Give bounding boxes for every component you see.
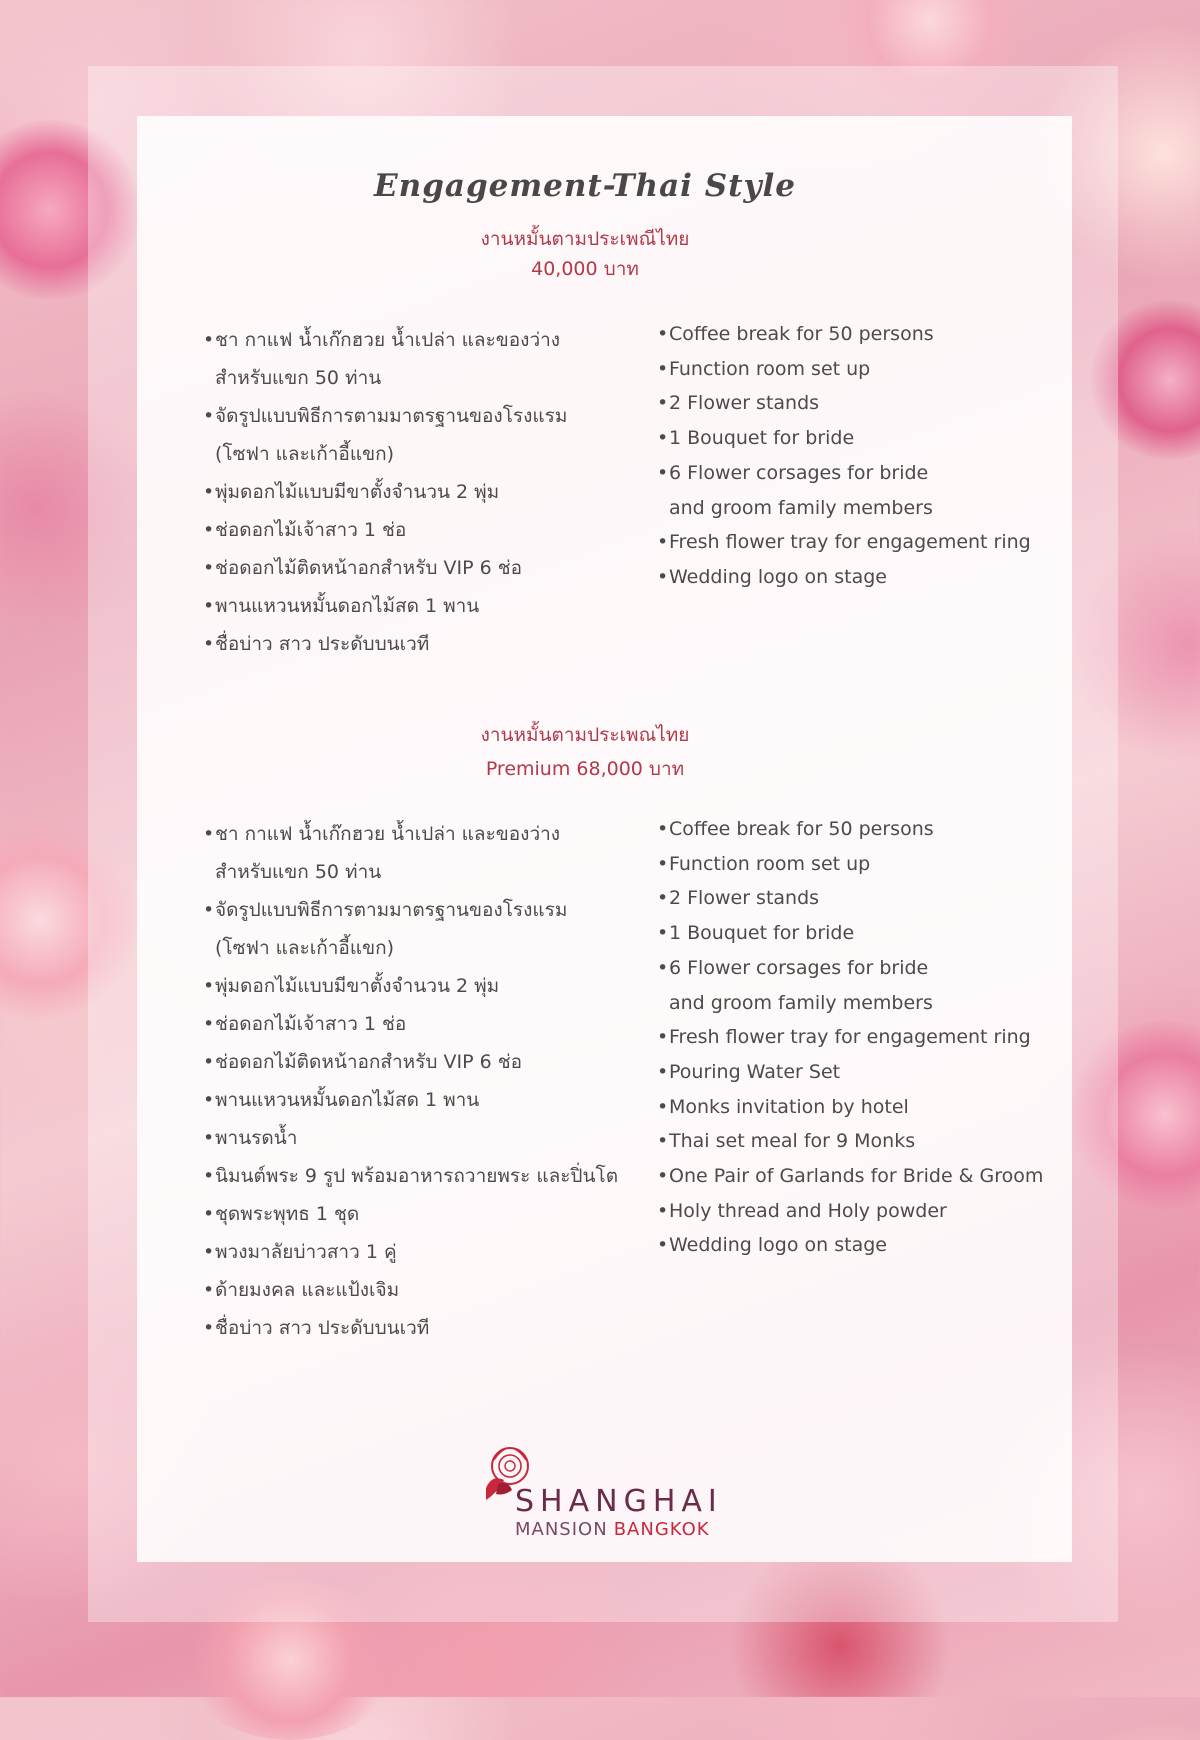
list-item: • Wedding logo on stage bbox=[657, 560, 1031, 595]
list-item: สำหรับแขก 50 ท่าน bbox=[215, 861, 382, 883]
package1-english-list bbox=[657, 317, 1031, 595]
package2-english-list bbox=[657, 812, 1043, 1263]
list-item: • Thai set meal for 9 Monks bbox=[657, 1124, 1043, 1159]
page-title: Engagement-Thai Style bbox=[374, 168, 796, 204]
list-item: • พานแหวนหมั้นดอกไม้สด 1 พาน bbox=[203, 1081, 618, 1119]
list-item: • 6 Flower corsages for bride bbox=[657, 456, 1031, 491]
list-item: and groom family members bbox=[669, 991, 933, 1014]
list-item: • ชุดพระพุทธ 1 ชุด bbox=[203, 1195, 618, 1233]
list-item: • พวงมาลัยบ่าวสาว 1 คู่ bbox=[203, 1233, 618, 1271]
list-item: • Coffee break for 50 persons bbox=[657, 812, 1043, 847]
package2-subtitle: งานหมั้นตามประเพณไทย bbox=[480, 724, 690, 746]
logo-name: SHANGHAI bbox=[515, 1484, 723, 1519]
list-item: • พานรดน้ำ bbox=[203, 1119, 618, 1157]
list-item: • พุ่มดอกไม้แบบมีขาตั้งจำนวน 2 พุ่ม bbox=[203, 473, 567, 511]
shanghai-mansion-logo bbox=[482, 1444, 732, 1544]
package1-subtitle: งานหมั้นตามประเพณีไทย bbox=[480, 228, 690, 250]
list-item: and groom family members bbox=[669, 496, 933, 519]
package2-price: Premium 68,000 บาท bbox=[485, 758, 685, 780]
logo-mansion: MANSION bbox=[515, 1519, 608, 1540]
list-item: • Function room set up bbox=[657, 847, 1043, 882]
list-item: (โซฟา และเก้าอี้แขก) bbox=[215, 937, 394, 959]
list-item: (โซฟา และเก้าอี้แขก) bbox=[215, 443, 394, 465]
list-item: สำหรับแขก 50 ท่าน bbox=[215, 367, 382, 389]
list-item: • Fresh flower tray for engagement ring bbox=[657, 1020, 1043, 1055]
list-item: • 1 Bouquet for bride bbox=[657, 421, 1031, 456]
list-item: • ช่อดอกไม้เจ้าสาว 1 ช่อ bbox=[203, 1005, 618, 1043]
list-item: • ช่อดอกไม้ติดหน้าอกสำหรับ VIP 6 ช่อ bbox=[203, 1043, 618, 1081]
list-item: • ด้ายมงคล และแป้งเจิม bbox=[203, 1271, 618, 1309]
list-item: • Wedding logo on stage bbox=[657, 1228, 1043, 1263]
list-item: • จัดรูปแบบพิธีการตามมาตรฐานของโรงแรม bbox=[203, 397, 567, 435]
list-item: • ชา กาแฟ น้ำเก๊กฮวย น้ำเปล่า และของว่าง bbox=[203, 815, 618, 853]
list-item: • Fresh flower tray for engagement ring bbox=[657, 525, 1031, 560]
logo-subline bbox=[515, 1520, 710, 1540]
list-item: • ช่อดอกไม้ติดหน้าอกสำหรับ VIP 6 ช่อ bbox=[203, 549, 567, 587]
list-item: • ชา กาแฟ น้ำเก๊กฮวย น้ำเปล่า และของว่าง bbox=[203, 321, 567, 359]
list-item: • One Pair of Garlands for Bride & Groom bbox=[657, 1159, 1043, 1194]
list-item: • Pouring Water Set bbox=[657, 1055, 1043, 1090]
list-item: • จัดรูปแบบพิธีการตามมาตรฐานของโรงแรม bbox=[203, 891, 618, 929]
list-item: • 1 Bouquet for bride bbox=[657, 916, 1043, 951]
list-item: • Coffee break for 50 persons bbox=[657, 317, 1031, 352]
list-item: • นิมนต์พระ 9 รูป พร้อมอาหารถวายพระ และปิ่นโต bbox=[203, 1157, 618, 1195]
logo-bangkok: BANGKOK bbox=[613, 1519, 710, 1540]
list-item: • 2 Flower stands bbox=[657, 881, 1043, 916]
package1-thai-list bbox=[203, 321, 567, 663]
list-item: • พุ่มดอกไม้แบบมีขาตั้งจำนวน 2 พุ่ม bbox=[203, 967, 618, 1005]
list-item: • 2 Flower stands bbox=[657, 386, 1031, 421]
list-item: • Holy thread and Holy powder bbox=[657, 1194, 1043, 1229]
list-item: • Monks invitation by hotel bbox=[657, 1090, 1043, 1125]
package2-thai-list bbox=[203, 815, 618, 1347]
list-item: • Function room set up bbox=[657, 352, 1031, 387]
list-item: • ชื่อบ่าว สาว ประดับบนเวที bbox=[203, 1309, 618, 1347]
list-item: • พานแหวนหมั้นดอกไม้สด 1 พาน bbox=[203, 587, 567, 625]
list-item: • 6 Flower corsages for bride bbox=[657, 951, 1043, 986]
package1-price: 40,000 บาท bbox=[531, 258, 639, 280]
list-item: • ช่อดอกไม้เจ้าสาว 1 ช่อ bbox=[203, 511, 567, 549]
list-item: • ชื่อบ่าว สาว ประดับบนเวที bbox=[203, 625, 567, 663]
